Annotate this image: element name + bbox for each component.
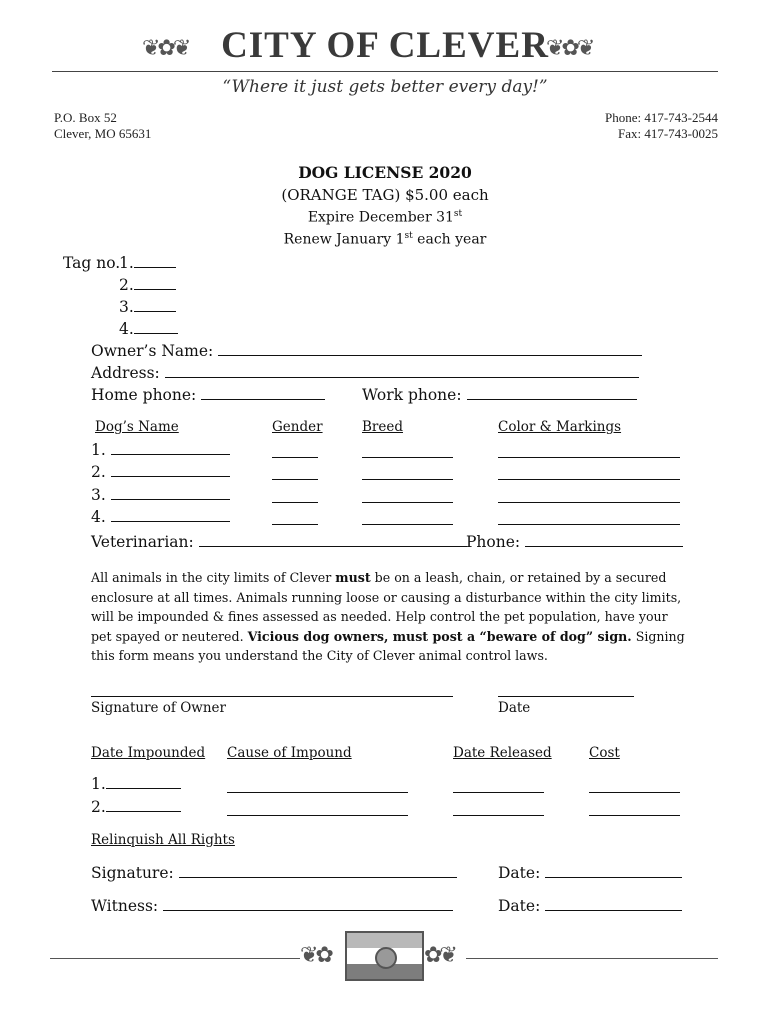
gender-line-2[interactable] (272, 479, 318, 480)
missouri-flag-icon (345, 931, 424, 981)
renew-text: Renew January 1 (283, 231, 405, 248)
fax-number: Fax: 417-743-0025 (617, 126, 718, 141)
renew-note (0, 231, 770, 248)
col-cost: Cost (589, 745, 620, 761)
form-subtitle: (ORANGE TAG) $5.00 each (281, 186, 489, 204)
owner-name-field[interactable]: Owner’s Name: (91, 342, 642, 360)
city-tagline: “Where it just gets better every day!” (222, 77, 548, 97)
vet-phone-field[interactable]: Phone: (466, 533, 683, 551)
breed-line-3[interactable] (362, 502, 453, 503)
tag-number-3[interactable]: 3. (119, 298, 176, 316)
signature-of-owner-label: Signature of Owner (91, 700, 226, 716)
impound-row-1[interactable]: 1. (91, 775, 181, 793)
col-gender: Gender (272, 419, 323, 435)
color-line-4[interactable] (498, 524, 680, 525)
owner-signature-line[interactable] (91, 696, 453, 697)
released-line-1[interactable] (453, 792, 544, 793)
col-date-released: Date Released (453, 745, 552, 761)
col-color-markings: Color & Markings (498, 419, 622, 435)
cause-line-1[interactable] (227, 792, 408, 793)
released-line-2[interactable] (453, 815, 544, 816)
form-title: DOG LICENSE 2020 (298, 163, 472, 182)
col-date-impounded: Date Impounded (91, 745, 206, 761)
breed-line-4[interactable] (362, 524, 453, 525)
footer-left-ornament-icon: ❦✿ (300, 943, 331, 968)
breed-line-2[interactable] (362, 479, 453, 480)
col-cause-of-impound: Cause of Impound (227, 745, 352, 761)
tag-number-1[interactable]: 1. (119, 254, 176, 272)
color-line-2[interactable] (498, 479, 680, 480)
right-ornament-icon: ❦✿❦ (546, 36, 593, 61)
header-rule (52, 71, 718, 72)
col-breed: Breed (362, 419, 403, 435)
expire-text: Expire December 31 (307, 209, 454, 226)
signature-date-label: Date (498, 700, 531, 716)
address-line-1: P.O. Box 52 (54, 110, 117, 125)
gender-line-3[interactable] (272, 502, 318, 503)
renew-sup: st (404, 231, 413, 241)
home-phone-field[interactable]: Home phone: (91, 386, 325, 404)
footer-rule-right (466, 958, 718, 959)
veterinarian-field[interactable]: Veterinarian: (91, 533, 467, 551)
left-ornament-icon: ❦✿❦ (142, 36, 189, 61)
dog-row-3[interactable]: 3. (91, 486, 230, 504)
tag-number-4[interactable]: 4. (119, 320, 178, 338)
breed-line-1[interactable] (362, 457, 453, 458)
tag-label: Tag no. (63, 254, 121, 272)
dog-row-4[interactable]: 4. (91, 508, 230, 526)
phone-number: Phone: 417-743-2544 (604, 110, 718, 125)
notice-emphasis: must (335, 570, 371, 585)
renew-post: each year (412, 231, 487, 248)
dog-row-1[interactable]: 1. (91, 441, 230, 459)
footer-right-ornament-icon: ✿❦ (424, 943, 455, 968)
animal-control-notice: All animals in the city limits of Clever must be on a leash, chain, or retained by a secured enclosure at all times. Animals running loose or causing a disturbance within the city limits, will be impounded & fines assessed as needed. Help control the pet population, have your pet spayed or neutered. Vicious dog owners, must post a “beware of dog” sign. Signing this form means you understand the City of Clever animal control laws. (91, 570, 685, 663)
witness-field[interactable]: Witness: (91, 897, 453, 915)
cause-line-2[interactable] (227, 815, 408, 816)
gender-line-4[interactable] (272, 524, 318, 525)
notice-warning: Vicious dog owners, must post a “beware of dog” sign. (247, 628, 632, 644)
expire-note (0, 209, 770, 226)
color-line-1[interactable] (498, 457, 680, 458)
witness-date-field[interactable]: Date: (498, 897, 682, 915)
mailing-address (54, 110, 151, 142)
color-line-3[interactable] (498, 502, 680, 503)
relinquish-signature-field[interactable]: Signature: (91, 864, 457, 882)
cost-line-2[interactable] (589, 815, 680, 816)
relinquish-date-field[interactable]: Date: (498, 864, 682, 882)
city-title: CITY OF CLEVER (221, 25, 549, 66)
impound-row-2[interactable]: 2. (91, 798, 181, 816)
cost-line-1[interactable] (589, 792, 680, 793)
address-field[interactable]: Address: (91, 364, 639, 382)
contact-info (605, 110, 718, 142)
col-dog-name: Dog’s Name (95, 419, 179, 435)
dog-row-2[interactable]: 2. (91, 463, 230, 481)
relinquish-heading: Relinquish All Rights (91, 832, 235, 848)
work-phone-field[interactable]: Work phone: (362, 386, 637, 404)
address-line-2: Clever, MO 65631 (54, 126, 152, 141)
gender-line-1[interactable] (272, 457, 318, 458)
owner-date-line[interactable] (498, 696, 634, 697)
footer-rule-left (50, 958, 300, 959)
tag-number-2[interactable]: 2. (119, 276, 176, 294)
expire-sup: st (453, 209, 463, 219)
